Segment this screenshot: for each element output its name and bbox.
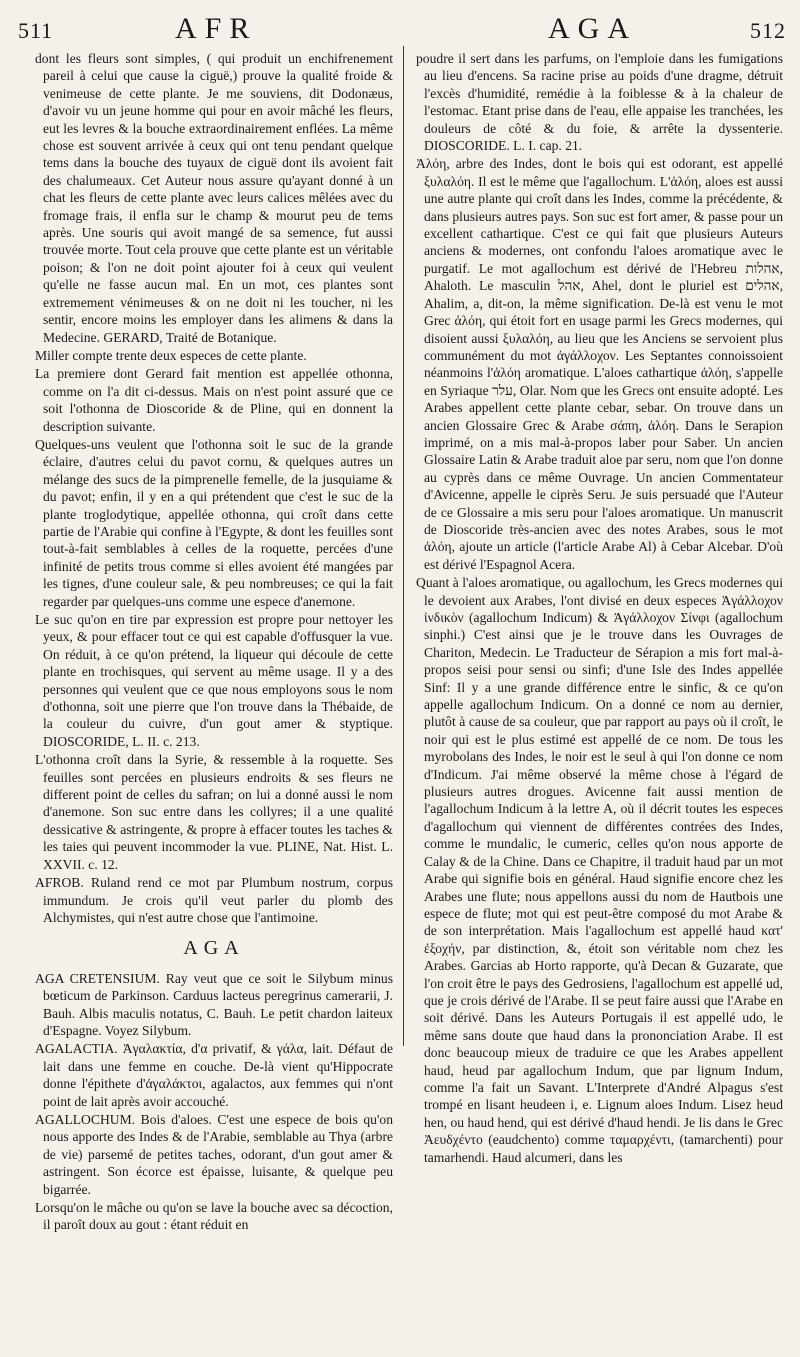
paragraph: Quant à l'aloes aromatique, ou agallochum, les Grecs modernes qui le devoient aux Arabes, l'ont divisé en deux especes Ἀγάλλοχον ἰνδικὸν (agallochum Indicum) & Ἀγάλλοχον Σίνφι (agallochum sinphi.) C'est ainsi que je le trouve dans les Ouvrages de Chariton, Medecin. Le Traducteur de Sérapion a mis fort mal-à-propos seisi pour sensi ou sinfi; d'une Isle des Indes appellée Sinf: Il y a une grande différence entre le sinfic, & ce qu'on appelle agallochum Indicum. On a donné ce nom au dernier, plutôt à cause de sa couleur, que par rapport au pays où il croît, le noir qui est le plus estimé est appellé de ce nom. De tous les myrobolans des Indes, le noir est le seul à qui l'on donne ce nom d'Indicum. J'ai même observé la même chose à l'égard de plusieurs autres drogues. Avicenne fait aussi mention de l'agallochum Indicum à la lettre A, où il décrit toutes les especes d'agallochum qui viennent de différentes contrées des Indes, comme le mundalic, le cumeric, celles qu'on nous apporte de Calay & de la Chine. Dans ce Chapitre, il traduit haud par un mot Arabe qui signifie bois en général. Haud signifie encore chez les Arabes une flute; nous appellons aussi du nom de Hautbois une espece de flute; mot qui est peut-être composé du mot Arabe & de son interprétation. Mais l'agallochum est appellé haud κατ' ἐξοχήν, par distinction, &, étoit son véritable nom chez les Arabes. Garcias ab Horto rapporte, qu'à Decan & Guzarate, que l'on croit être le pays des Gedrosiens, l'agallochum est appellé ud, que je crois dérivé de l'Arabe. Il se peut faire aussi que l'Arabe en soit dérivé. Dans les Auteurs Portugais il est appellé udo, le même sans doute que haud dans la prononciation Arabe. Il est donc beaucoup mieux de traduire ce que les Arabes appellent haud, heud par agallochum Indum, que par lignum Indum, comme l'a fait un Savant. L'Interprete d'André Alpagus s'est trompé en lisant heudeen i, e. Lignum aloes Indum. Lisez heud hen, ou haud hend, qui est dérivé d'haud hendi. Je lis dans le Grec Ἀευδχέντο (eaudchento) comme ταμαρχέντι, (tamarchenti) pour tamarhendi. Haud alcumeri, dans les [416,575,783,1165]
paragraph: poudre il sert dans les parfums, on l'emploie dans les fumigations au lieu d'encens. Sa racine prise au poids d'une dragme, détruit l'excès d'humidité, remédie à la foiblesse & à la chaleur de l'estomac. Etant prise dans de l'eau, elle appaise les tranchées, les douleurs de côté & du foie, & arrête la dyssenterie. DIOSCORIDE. L. I. cap. 21. [416,51,783,154]
paragraph: L'othonna croît dans la Syrie, & ressemble à la roquette. Ses feuilles sont percées en plusieurs endroits & ses fleurs ne different point de celles du safran; on lui a donné aussi le nom d'anemone. Son suc entre dans les collyres; il a une qualité dessicative & astringente, & propre à effacer toutes les taches & les taies qui peuvent incommoder la vue. PLINE, Nat. Hist. L. XXVII. c. 12. [35,752,393,872]
entry-paragraph: AGALACTIA. Ἀγαλακτία, d'α privatif, & γάλα, lait. Défaut de lait dans une femme en couche. De-là vient qu'Hippocrate donne l'épithete d'ἀγαλάκτοι, agalactos, aux femmes qui n'ont point de lait après avoir accouché. [35,1041,393,1109]
paragraph: dont les fleurs sont simples, ( qui produit un enchifrenement pareil à celui que cause la ciguë,) prouve la qualité froide & venimeuse de cette plante. Je me souviens, dit Dodonæus, d'avoir vu un jeune homme qui pour en avoir mâché les fleurs, eut les levres & la bouche extraordinairement enflées. La même chose est souvent arrivée à ceux qui ont tenu pendant quelque tems dans la bouche des tuyaux de ciguë dont ils avoient fait des chalumeaux. Cet Auteur nous assure qu'ayant donné à un chat les fleurs de cette plante avec leurs calices mêlées avec du fromage frais, il enfla sur le champ & mourut peu de tems après. Une souris qui avoit mangé de sa semence, fut aussi trouvée morte. Tout cela prouve que cette plante est un véritable poison; & l'on ne doit point ajouter foi à ceux qui veulent qu'elle ne fasse aucun mal. En un mot, ces plantes sont extremement vénimeuses & on ne doit ni les toucher, ni les sentir, encore moins les employer dans les alimens & dans la Medecine. GERARD, Traité de Botanique. [35,51,393,345]
page-header [0,0,800,48]
entry-paragraph: AGALLOCHUM. Bois d'aloes. C'est une espece de bois qu'on nous apporte des Indes & de l'Arabie, semblable au Thya (arbre de vie) parsemé de petites taches, odorant, d'un gout amer & astringent. Son écorce est épaisse, luisante, & quelque peu bigarrée. [35,1111,393,1197]
paragraph: La premiere dont Gerard fait mention est appellée othonna, comme on l'a dit ci-dessus. Mais on n'est point assuré que ce soit l'othonna de Dioscoride & de Pline, qui en donnent la description suivante. [35,366,393,434]
entry-paragraph: Lorsqu'on le mâche ou qu'on se lave la bouche avec sa décoction, il paroît doux au gout : étant réduit en [35,1200,393,1233]
paragraph: AFROB. Ruland rend ce mot par Plumbum nostrum, corpus immundum. Je crois qu'il veut parler du plomb des Alchymistes, qui n'est autre chose que l'antimoine. [35,875,393,925]
paragraph: Miller compte trente deux especes de cette plante. [35,347,307,363]
left-column [35,50,393,1350]
section-heading: AGA [183,937,245,960]
paragraph: Ἀλόη, arbre des Indes, dont le bois qui est odorant, est appellé ξυλαλόη. Il est le même que l'agallochum. L'ἀλόη, aloes est aussi une autre plante qui croît dans les Indes, comme la précédente, & dans plusieurs autres pays. Son suc est fort amer, & passe pour un excellent cathartique. C'est ce qui fait que plusieurs Auteurs anciens & modernes, ont confondu l'aloes aromatique avec le purgatif. Le mot agallochum est dérivé de l'Hebreu אהלות, Ahaloth. Le masculin אהל, Ahel, dont le pluriel est אהלים, Ahalim, a, dit-on, la même signification. De-là est venu le mot Grec ἀλόη, qui étoit fort en usage parmi les Grecs modernes, qui disoient aussi ξυλαλόη, au lieu que les Anciens se servoient plus communément du mot ἀγάλλοχον. Les Septantes connoissoient néanmoins l'ἀλόη aromatique. L'aloes cathartique ἀλόη, s'appelle en Syriaque עלר, Olar. Nom que les Grecs ont ensuite adopté. Les Arabes appellent cette plante cebar, sebar. On trouve dans un ancien Glossaire Grec & Arabe σάπη, ἀλόη. Dans le Serapion imprimé, on a mis mal-à-propos laber pour Saber. Un ancien Glossaire Latin & Arabe traduit aloe par seru, nom que l'on donne au cyprès dans ce même Ouvrage. Un ancien Commentateur d'Avicenne, appelle le ciprès Seru. Je suis persuadé que l'Auteur de ce Glossaire a mis seru pour l'aloes aromatique. Un manuscrit de Dioscoride très-ancien avec des notes Arabes, sous le mot ἀλόη, ajoute un article (l'article Arabe Al) à Cebar Alcebar. D'où est dérivé l'Espagnol Acera. [416,156,783,572]
page-number-left: 511 [18,18,54,43]
column-divider [403,46,404,1046]
running-head-left: AFR [175,12,258,45]
running-head-right: AGA [548,12,637,45]
page-number-right: 512 [750,18,786,43]
right-column [416,50,783,1350]
paragraph: Quelques-uns veulent que l'othonna soit le suc de la grande éclaire, d'autres celui du pavot cornu, & quelques autres un mélange des sucs de la pimprenelle femelle, de la jusquiame & du pavot; enfin, il y en a qui prétendent que c'est le suc de la plante troglodytique, appellée othonna, qui croît dans cette partie de l'Arabie qui confine à l'Egypte, & dont les feuilles sont tout-à-fait semblables à celles de la roquette, percées d'une infinité de petits trous comme si elles avoient été mangées par les tignes, d'une couleur sale, & peu nombreuses; ce qui la fait regarder par quelques-uns comme une espece d'anemone. [35,436,393,609]
paragraph: Le suc qu'on en tire par expression est propre pour nettoyer les yeux, & pour effacer tout ce qui est capable d'offusquer la vue. On réduit, à ce qu'on prétend, la liqueur qui découle de cette plante en trochisques, qui servent au même usage. Il y a des personnes qui veulent que ce que nous employons sous le nom d'othonna, soit une pierre que l'on trouve dans la Thébaide, de la couleur du cuivre, d'un gout amer & styptique. DIOSCORIDE, L. II. c. 213. [35,612,393,749]
entry-paragraph: AGA CRETENSIUM. Ray veut que ce soit le Silybum minus bœticum de Parkinson. Carduus lacteus peregrinus camerarii, J. Bauh. Albis maculis notatus, C. Bauh. Le petit chardon laiteux d'Espagne. Voyez Silybum. [35,970,393,1038]
